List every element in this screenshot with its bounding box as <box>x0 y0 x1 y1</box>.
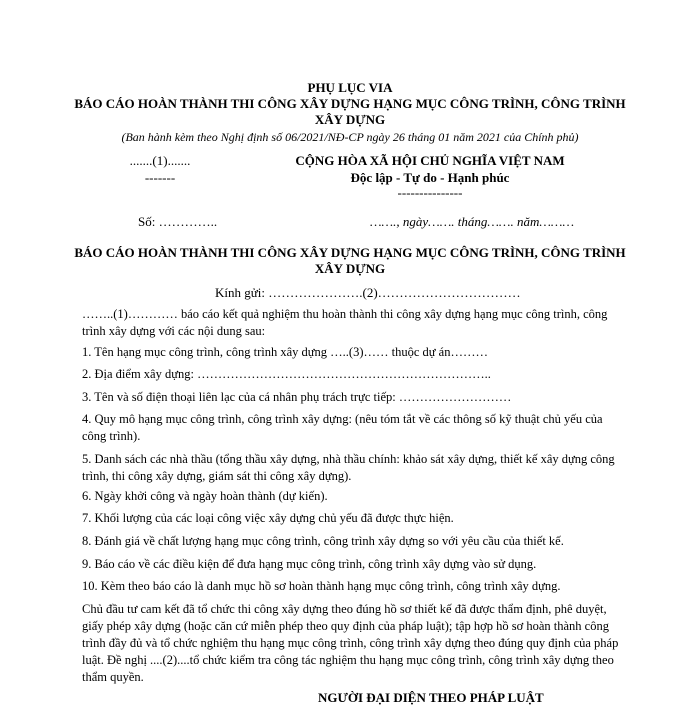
document-number: Số: ………….. <box>138 214 218 229</box>
list-item: 5. Danh sách các nhà thầu (tổng thầu xây dựng, nhà thầu chính: khảo sát xây dựng, thiết kế xây dựng công trình, thi công xây dựng, giám sát thi công xây dựng). <box>82 452 615 483</box>
list-item: 2. Địa điểm xây dựng: …………………………………………………………….. <box>82 367 491 381</box>
list-item: 3. Tên và số điện thoại liên lạc của cá nhân phụ trách trực tiếp: ……………………… <box>82 390 512 404</box>
list-item: 6. Ngày khởi công và ngày hoàn thành (dự kiến). <box>82 489 328 503</box>
list-item: 10. Kèm theo báo cáo là danh mục hồ sơ hoàn thành hạng mục công trình, công trình xây dựng. <box>82 579 561 593</box>
commitment-paragraph: Chủ đầu tư cam kết đã tổ chức thi công xây dựng theo đúng hồ sơ thiết kế đã được thẩm định, phê duyệt, giấy phép xây dựng (hoặc căn cứ miễn phép theo quy định của pháp luật); tập hợp hồ sơ hoàn thành công trình đầy đủ và tổ chức nghiệm thu hạng mục công trình, công trình xây dựng theo đúng quy định của pháp luật. Đề nghị ....(2)....tổ chức kiểm tra công tác nghiệm thu hạng mục công trình, công trình xây dựng theo thẩm quyền. <box>82 602 619 684</box>
right-divider: --------------- <box>397 185 463 200</box>
recipient-line: Kính gửi: ………………….(2)…………………………… <box>215 285 521 300</box>
list-item: 8. Đánh giá về chất lượng hạng mục công trình, công trình xây dựng so với yêu cầu của thiết kế. <box>82 534 564 548</box>
signature-title: NGƯỜI ĐẠI DIỆN THEO PHÁP LUẬT <box>318 690 544 705</box>
organization-placeholder: .......(1)....... <box>129 153 191 168</box>
document-date: ……., ngày……. tháng……. năm……… <box>370 214 575 229</box>
intro-paragraph: ……..(1)………… báo cáo kết quả nghiệm thu hoàn thành thi công xây dựng hạng mục công trình, công trình xây dựng với các nội dung sau: <box>82 307 608 338</box>
list-item: 7. Khối lượng của các loại công việc xây dựng chủ yếu đã được thực hiện. <box>82 511 454 525</box>
country-name: CỘNG HÒA XÃ HỘI CHỦ NGHĨA VIỆT NAM <box>295 153 565 168</box>
decree-reference: (Ban hành kèm theo Nghị định số 06/2021/NĐ-CP ngày 26 tháng 01 năm 2021 của Chính phủ) <box>121 130 579 144</box>
list-item: 9. Báo cáo về các điều kiện để đưa hạng mục công trình, công trình xây dựng vào sử dụng. <box>82 557 537 571</box>
report-title-header: BÁO CÁO HOÀN THÀNH THI CÔNG XÂY DỰNG HẠNG MỤC CÔNG TRÌNH, CÔNG TRÌNH XÂY DỰNG <box>74 96 626 127</box>
appendix-label: PHỤ LỤC VIA <box>307 80 393 95</box>
report-title: BÁO CÁO HOÀN THÀNH THI CÔNG XÂY DỰNG HẠNG MỤC CÔNG TRÌNH, CÔNG TRÌNH XÂY DỰNG <box>74 245 626 276</box>
list-item: 1. Tên hạng mục công trình, công trình xây dựng …..(3)…… thuộc dự án……… <box>82 345 488 359</box>
left-divider: ------- <box>144 170 176 185</box>
list-item: 4. Quy mô hạng mục công trình, công trình xây dựng: (nêu tóm tắt về các thông số kỹ thuật chủ yếu của công trình). <box>82 412 603 443</box>
national-motto: Độc lập - Tự do - Hạnh phúc <box>350 170 510 185</box>
